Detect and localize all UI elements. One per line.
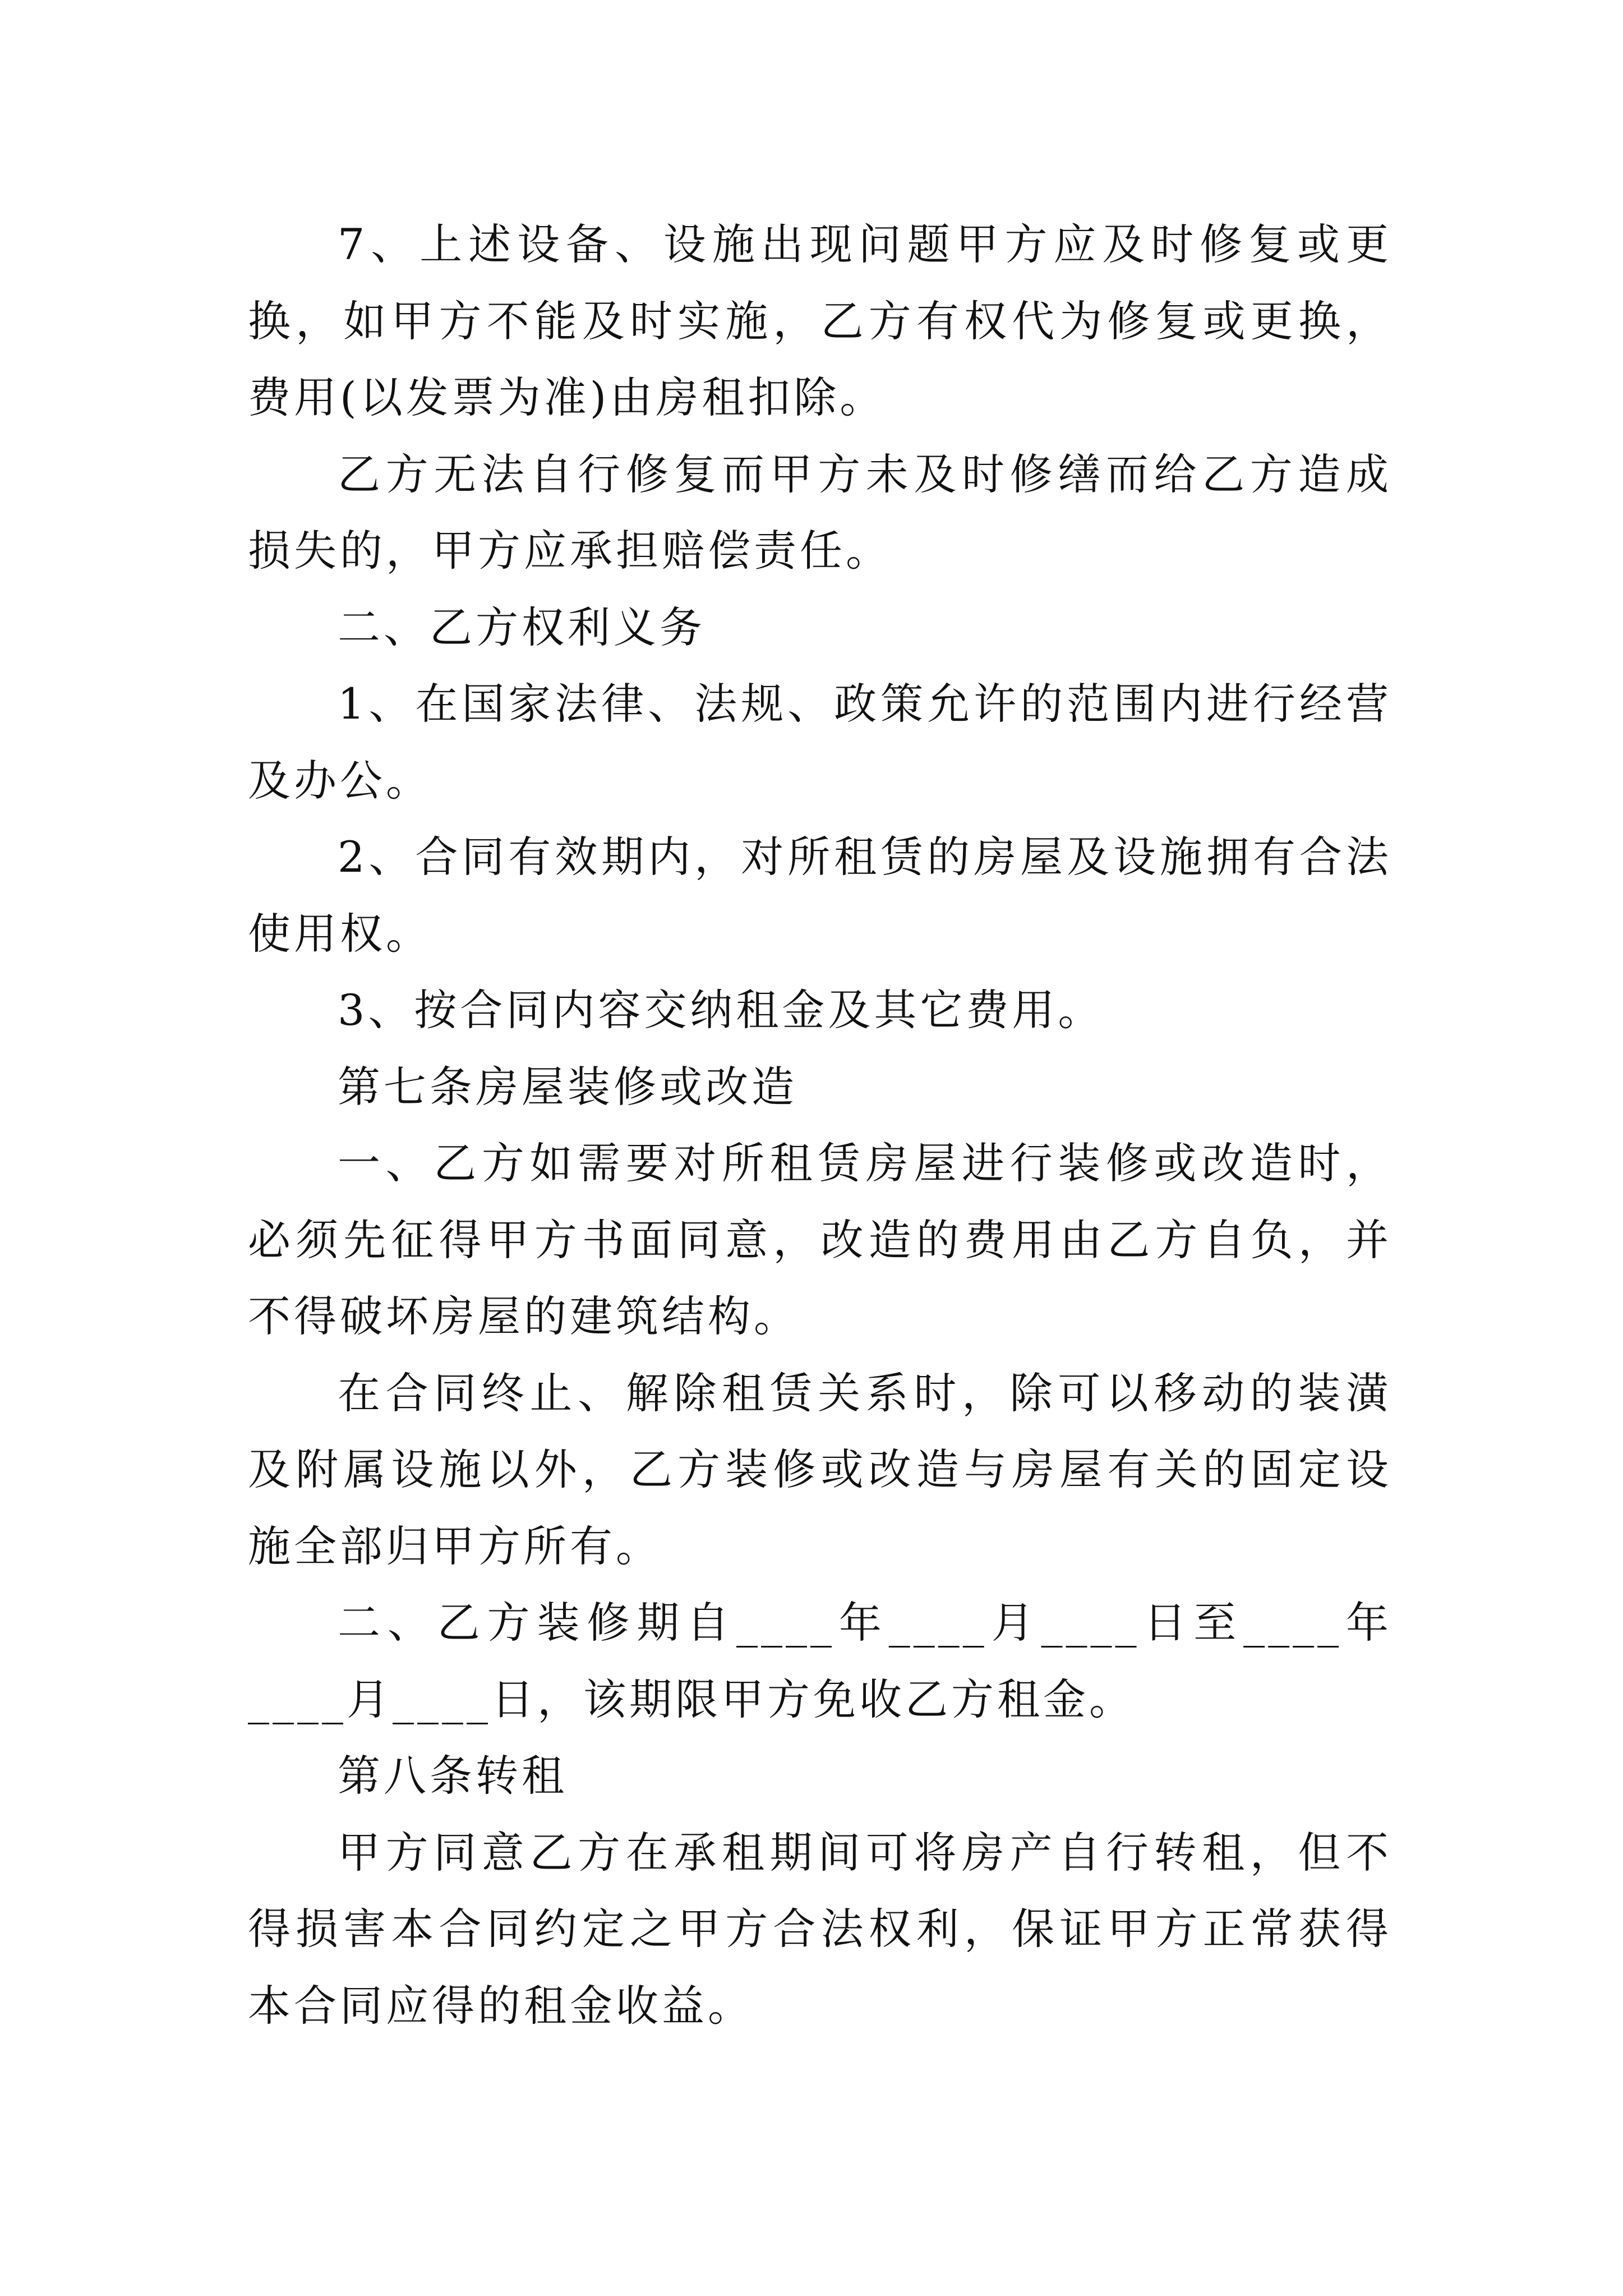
paragraph-right-2: 2、合同有效期内，对所租赁的房屋及设施拥有合法使用权。: [248, 832, 1392, 959]
paragraph-right-1: 1、在国家法律、法规、政策允许的范围内进行经营及办公。: [248, 679, 1392, 806]
article-heading-sublease: 第八条转租: [338, 1751, 568, 1801]
paragraph-equipment-repair: 7、上述设备、设施出现问题甲方应及时修复或更换，如甲方不能及时实施，乙方有权代为修复或更换，费用(以发票为准)由房租扣除。: [248, 219, 1392, 422]
paragraph-compensation: 乙方无法自行修复而甲方未及时修缮而给乙方造成损失的，甲方应承担赔偿责任。: [248, 449, 1392, 576]
article-heading-renovation: 第七条房屋装修或改造: [338, 1061, 797, 1112]
paragraph-fixed-facilities: 在合同终止、解除租赁关系时，除可以移动的装潢及附属设施以外，乙方装修或改造与房屋有关的固定设施全部归甲方所有。: [248, 1368, 1392, 1571]
section-heading-tenant-rights: 二、乙方权利义务: [338, 602, 706, 652]
paragraph-renovation-period: 二、乙方装修期自____年____月____日至____年____月____日，该期限甲方免收乙方租金。: [248, 1598, 1392, 1724]
paragraph-sublease-terms: 甲方同意乙方在承租期间可将房产自行转租，但不得损害本合同约定之甲方合法权利，保证甲方正常获得本合同应得的租金收益。: [248, 1827, 1392, 2031]
paragraph-right-3: 3、按合同内容交纳租金及其它费用。: [338, 985, 1104, 1035]
paragraph-renovation-consent: 一、乙方如需要对所租赁房屋进行装修或改造时，必须先征得甲方书面同意，改造的费用由乙方自负，并不得破坏房屋的建筑结构。: [248, 1138, 1392, 1341]
document-body: [248, 206, 1392, 2044]
